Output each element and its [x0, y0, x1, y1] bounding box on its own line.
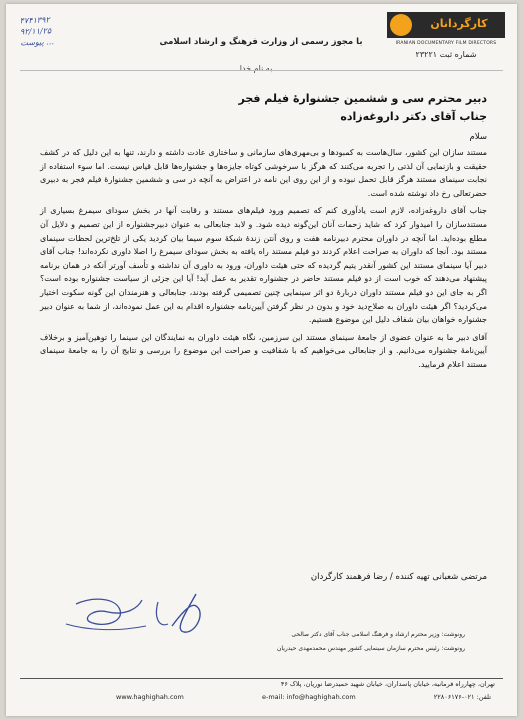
letter-body — [40, 146, 487, 376]
body-paragraph: آقای دبیر ما به عنوان عضوی از جامعهٔ سینمای مستند این سرزمین، نگاه هیئت داوران به نمایندگان این سینما را توهین‌آمیز و برخلاف آیین‌نامهٔ جشنواره می‌دانیم. و از جنابعالی می‌خواهیم که با شفافیت و صراحت این موضوع را بررسی و نتایج آن را به جامعهٔ سینمای مستند اعلام فرمایید. — [40, 332, 487, 369]
body-paragraph: جناب آقای داروغه‌زاده، لازم است یادآوری کنم که تصمیم ورود فیلم‌های مستند و رقابت آنها در بخش سودای سیمرغ بسیاری از مستندسازان را امیدوار کرد که شاید زحمات آنان این‌گونه دیده شود. و لابد جنابعالی به عنوان دبیرجشنواره از این تصمیم و دلایل آن مطلع بوده‌اید. اما آنچه در داوران محترم دبیرنامه هفت و روی آنتن زندهٔ شبکهٔ سوم سیما بیان کردید یکی از تلخ‌ترین لحظات سینمای مستند بود. آنجا که داوران به صراحت اعلام کردند دو فیلم مستند راه یافته به بخش سودای سیمرغ را اصلا داوری نکرده‌اند! جناب آقای دبیر آیا سینمای مستند این کشور آنقدر یتیم گردیده که حتی هیئت داوران، ورود به داوری آن نداشته و تأسف آورتر آنکه در همان برنامه پیشنهاد می‌دهند که خوب است از دو فیلم مستند حاضر در جشنواره تقدیر به عمل آید! آیا این جزئی از سیاست جشنواره بوده است؟ اگر به جای این دو فیلم مستند داوران دربارهٔ دو اثر سینمایی چنین تصمیمی گرفته بودند، جنابعالی و هنرمندان این گونه سکوت اختیار می‌کردید؟ اگر هیئت داوران به صلاح‌دید خود و بدون در نظر گرفتن آیین‌نامه جشنواره اقدام به این عمل نموده‌اند، از شما به عنوان دبیر جشنواره خواهان بیان شفاف دلیل این موضوع هستیم. — [40, 206, 487, 325]
sun-icon — [390, 14, 412, 36]
permit-line: با مجوز رسمی از وزارت فرهنگ و ارشاد اسلامی — [159, 37, 363, 47]
letter-sheet — [6, 4, 517, 716]
footer-email: e-mail: info@haghighah.com — [261, 693, 356, 701]
recipient-name: جناب آقای دکتر داروغه‌زاده — [340, 110, 487, 123]
body-paragraph: مستند سازان این کشور، سال‌هاست به کمبودها و بی‌مهری‌های سازمانی و ساختاری عادت داشته و دارند، تنها به این دلیل که در کشف حقیقت و بازنمایی آن لذتی را تجربه می‌کنند که هرگز با سرخوشی کوتاه جایزه‌ها و جشنواره‌ها قابل قیاس نیست. اما سوء استفاده از نجابت سینمای مستند هرگز قابل تحمل نبوده و از این روی این نامه در اعتراض به آنچه در سی و ششمین جشنوارهٔ فیلم فجر به دبیری حضرتعالی رخ داد نوشته شده است. — [40, 148, 487, 198]
logo-name: کارگردانان — [430, 17, 488, 30]
cc-line: رونوشت: وزیر محترم ارشاد و فرهنگ اسلامی جناب آقای دکتر صالحی — [291, 631, 465, 638]
handwritten-date: ۹۲/۱۱/۲۵ — [19, 26, 52, 37]
handwritten-note: پیوست ... — [20, 37, 55, 48]
registration-number: شماره ثبت ۲۳۲۲۱ — [415, 50, 477, 59]
footer-address: تهران، چهارراه فرمانیه، خیابان پاسداران، خیابان شهید حمیدرضا نوریان، پلاک ۴۶ — [280, 680, 495, 688]
footer-divider — [20, 678, 503, 679]
basmala: به نام خدا — [239, 64, 273, 73]
footer-website: www.haghighah.com — [116, 693, 184, 701]
footer-phone: تلفن: ۰۲۱-۲۲۸۰۶۱۷۶ — [433, 693, 491, 701]
signature-stroke — [76, 599, 142, 624]
carbon-copy — [277, 628, 465, 656]
cc-line: رونوشت: رئیس محترم سازمان سینمایی کشور مهندس محمدمهدی حیدریان — [276, 645, 465, 652]
handwritten-signatures — [46, 582, 236, 640]
signature-stroke — [172, 594, 200, 632]
signers-line: مرتضی شعبانی تهیه کننده / رضا فرهمند کارگردان — [310, 572, 487, 582]
header-divider — [20, 70, 503, 71]
greeting: سلام — [469, 132, 487, 142]
handwritten-registration — [19, 13, 100, 49]
signature-stroke — [156, 602, 168, 625]
handwritten-number: ۴۷۴۱۳۹۲ — [19, 15, 50, 26]
footer-contact — [6, 693, 517, 701]
recipient-title: دبیر محترم سی و ششمین جشنوارهٔ فیلم فجر — [238, 92, 487, 105]
logo-bar — [387, 12, 505, 38]
logo-subtitle: IRANIAN DOCUMENTARY FILM DIRECTORS — [395, 41, 497, 46]
organization-logo — [387, 12, 505, 68]
